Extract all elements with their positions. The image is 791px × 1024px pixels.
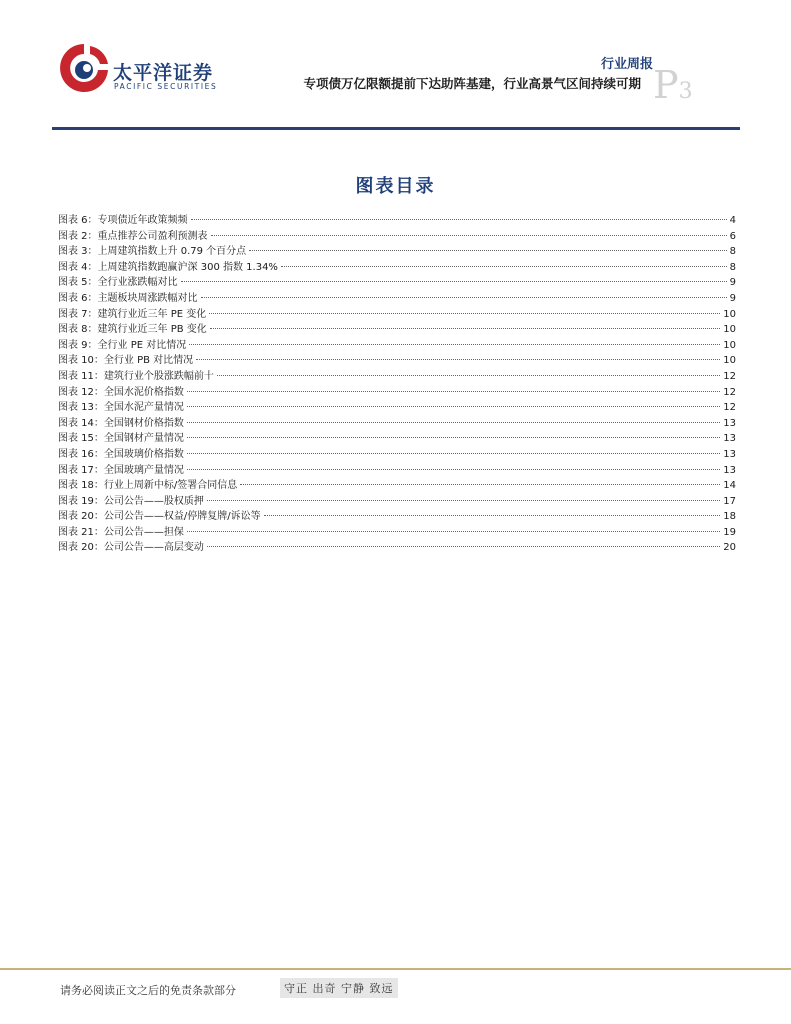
page-header (0, 0, 791, 135)
toc-entry-label[interactable]: 图表 5：全行业涨跌幅对比 (58, 277, 178, 289)
toc-entry-label[interactable]: 图表 19：公司公告——股权质押 (58, 495, 204, 507)
toc-entry-label[interactable]: 图表 7：建筑行业近三年 PE 变化 (58, 308, 207, 320)
toc-entry[interactable] (58, 213, 736, 229)
disclaimer-notice: 请务必阅读正文之后的免责条款部分 (60, 984, 236, 997)
toc-dot-leader (187, 453, 720, 454)
toc-entry[interactable] (58, 322, 736, 338)
toc-entry[interactable] (58, 431, 736, 447)
toc-dot-leader (187, 437, 720, 438)
toc-entry[interactable] (58, 416, 736, 432)
toc-entry-label[interactable]: 图表 18：行业上周新中标/签署合同信息 (58, 480, 238, 492)
toc-entry-page[interactable]: 10 (723, 339, 736, 351)
brand-name-cn: 太平洋证券 (113, 62, 214, 84)
toc-entry-page[interactable]: 13 (723, 417, 736, 429)
toc-dot-leader (281, 266, 727, 267)
toc-entry-label[interactable]: 图表 4：上周建筑指数跑赢沪深 300 指数 1.34% (58, 261, 278, 273)
toc-entry-label[interactable]: 图表 15：全国钢材产量情况 (58, 433, 184, 445)
toc-entry[interactable] (58, 494, 736, 510)
toc-dot-leader (187, 422, 720, 423)
toc-dot-leader (249, 250, 726, 251)
toc-entry[interactable] (58, 509, 736, 525)
toc-entry-label[interactable]: 图表 10：全行业 PB 对比情况 (58, 355, 194, 367)
toc-entry-label[interactable]: 图表 16：全国玻璃价格指数 (58, 448, 184, 460)
toc-list (58, 213, 736, 556)
toc-entry-page[interactable]: 13 (723, 433, 736, 445)
toc-entry[interactable] (58, 229, 736, 245)
toc-entry-page[interactable]: 13 (723, 464, 736, 476)
toc-entry-label[interactable]: 图表 9：全行业 PE 对比情况 (58, 339, 187, 351)
toc-dot-leader (201, 297, 727, 298)
toc-dot-leader (187, 406, 720, 407)
toc-entry-label[interactable]: 图表 8：建筑行业近三年 PB 变化 (58, 324, 207, 336)
toc-entry-page[interactable]: 12 (723, 402, 736, 414)
toc-entry[interactable] (58, 353, 736, 369)
toc-entry[interactable] (58, 291, 736, 307)
toc-entry-label[interactable]: 图表 20：公司公告——权益/停牌复牌/诉讼等 (58, 511, 261, 523)
toc-dot-leader (187, 531, 720, 532)
toc-entry[interactable] (58, 244, 736, 260)
company-motto: 守正 出奇 宁静 致远 (280, 978, 398, 998)
page-mark-letter: P (653, 63, 679, 107)
toc-dot-leader (207, 500, 720, 501)
toc-entry[interactable] (58, 307, 736, 323)
toc-dot-leader (207, 546, 720, 547)
page-number-mark (653, 63, 693, 107)
toc-entry-page[interactable]: 20 (723, 542, 736, 554)
toc-entry-label[interactable]: 图表 17：全国玻璃产量情况 (58, 464, 184, 476)
toc-entry[interactable] (58, 260, 736, 276)
toc-entry-label[interactable]: 图表 20：公司公告——高层变动 (58, 542, 204, 554)
toc-entry-label[interactable]: 图表 12：全国水泥价格指数 (58, 386, 184, 398)
toc-entry-page[interactable]: 8 (729, 246, 736, 258)
toc-entry-page[interactable]: 17 (723, 495, 736, 507)
toc-entry-page[interactable]: 18 (723, 511, 736, 523)
toc-entry[interactable] (58, 338, 736, 354)
toc-entry-page[interactable]: 8 (729, 261, 736, 273)
toc-entry-page[interactable]: 4 (729, 215, 736, 226)
pacific-securities-logo (56, 40, 112, 96)
toc-entry-label[interactable]: 图表 11：建筑行业个股涨跌幅前十 (58, 370, 214, 382)
toc-entry-page[interactable]: 19 (723, 526, 736, 538)
toc-entry-page[interactable]: 14 (723, 480, 736, 492)
toc-entry-label[interactable]: 图表 6：专项债近年政策频频 (58, 215, 188, 226)
toc-entry-label[interactable]: 图表 2：重点推荐公司盈利预测表 (58, 230, 208, 242)
toc-dot-leader (240, 484, 720, 485)
toc-dot-leader (187, 391, 720, 392)
toc-entry[interactable] (58, 525, 736, 541)
toc-entry[interactable] (58, 385, 736, 401)
toc-dot-leader (217, 375, 720, 376)
toc-dot-leader (210, 328, 720, 329)
toc-entry-page[interactable]: 6 (729, 230, 736, 242)
toc-entry-page[interactable]: 10 (723, 308, 736, 320)
toc-dot-leader (211, 235, 727, 236)
toc-entry[interactable] (58, 369, 736, 385)
header-divider (52, 127, 740, 130)
toc-entry[interactable] (58, 540, 736, 556)
report-title: 专项债万亿限额提前下达助阵基建，行业高景气区间持续可期 (303, 76, 641, 91)
toc-dot-leader (264, 515, 721, 516)
page-mark-number: 3 (678, 79, 693, 104)
footer-divider (0, 968, 791, 970)
toc-entry-label[interactable]: 图表 14：全国钢材价格指数 (58, 417, 184, 429)
report-type: 行业周报 (600, 57, 653, 72)
toc-entry-label[interactable]: 图表 3：上周建筑指数上升 0.79 个百分点 (58, 246, 247, 258)
toc-entry-page[interactable]: 9 (729, 277, 736, 289)
toc-dot-leader (181, 281, 727, 282)
brand-name-en: PACIFIC SECURITIES (114, 82, 218, 91)
toc-dot-leader (196, 359, 720, 360)
toc-entry[interactable] (58, 275, 736, 291)
toc-entry-page[interactable]: 9 (729, 292, 736, 304)
toc-title: 图表目录 (355, 176, 436, 197)
toc-entry-label[interactable]: 图表 6：主题板块周涨跌幅对比 (58, 292, 198, 304)
toc-entry-page[interactable]: 12 (723, 386, 736, 398)
toc-dot-leader (209, 313, 720, 314)
toc-entry-label[interactable]: 图表 21：公司公告——担保 (58, 526, 184, 538)
toc-entry-page[interactable]: 10 (723, 324, 736, 336)
toc-entry[interactable] (58, 400, 736, 416)
toc-entry-page[interactable]: 12 (723, 370, 736, 382)
toc-entry[interactable] (58, 463, 736, 479)
toc-entry-page[interactable]: 13 (723, 448, 736, 460)
toc-dot-leader (187, 469, 720, 470)
toc-entry[interactable] (58, 478, 736, 494)
toc-entry-label[interactable]: 图表 13：全国水泥产量情况 (58, 402, 184, 414)
toc-dot-leader (189, 344, 720, 345)
toc-dot-leader (191, 219, 727, 220)
toc-entry-page[interactable]: 10 (723, 355, 736, 367)
toc-entry[interactable] (58, 447, 736, 463)
